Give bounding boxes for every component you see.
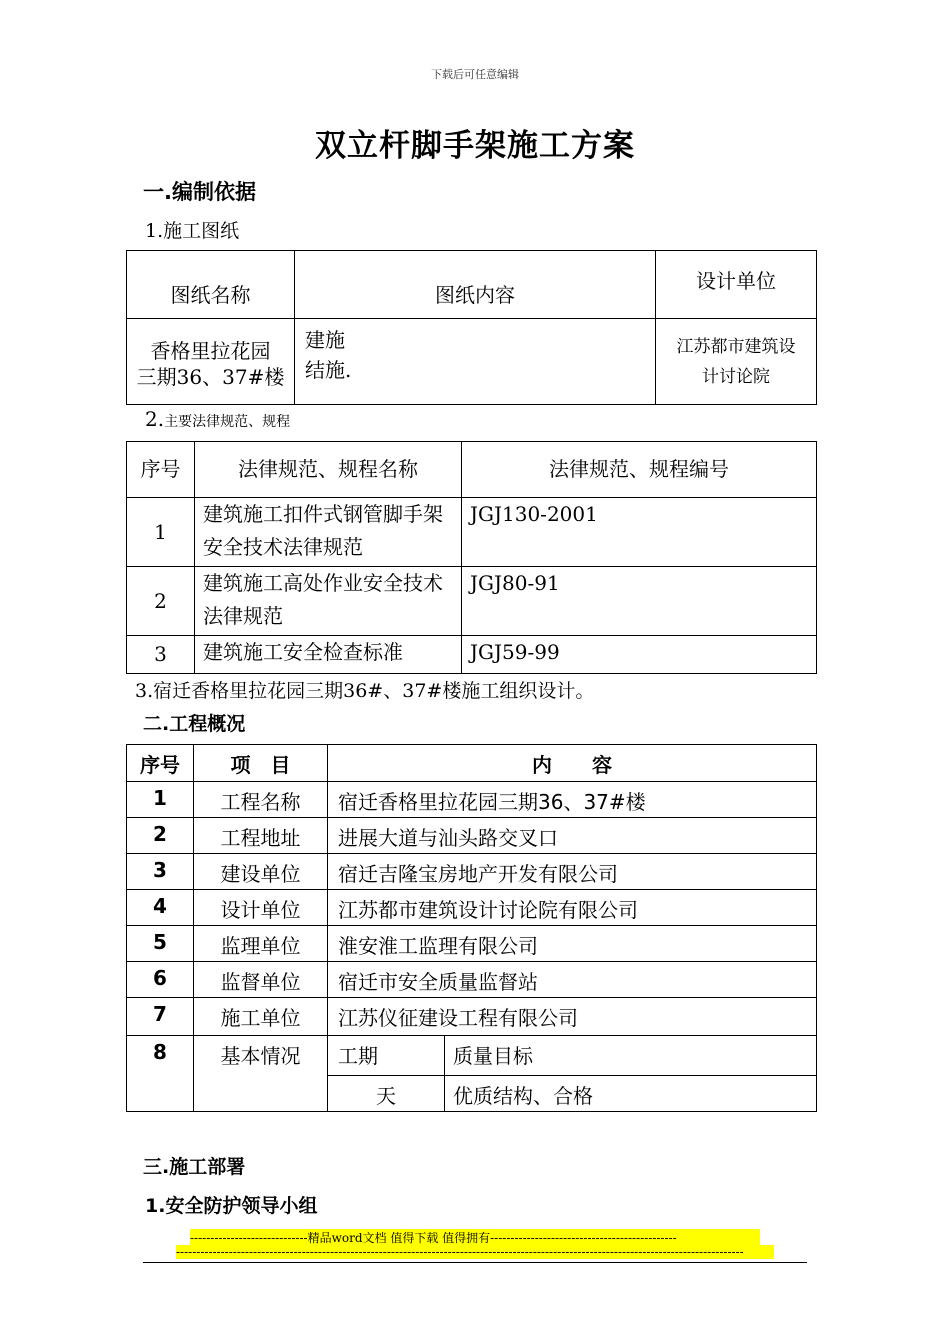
overview-cell-content: 淮安淮工监理有限公司	[328, 926, 817, 962]
drawings-header-content: 图纸内容	[295, 251, 656, 319]
overview-cell-content: 江苏仪征建设工程有限公司	[328, 998, 817, 1036]
table-row	[127, 567, 817, 636]
codes-cell-code: JGJ80-91	[462, 567, 817, 636]
footer-banner-line2: --------------------------------------------------------------------------------------------------------------------------------------------	[176, 1245, 774, 1259]
overview-cell-no: 7	[127, 998, 194, 1036]
section1-sub2-text: 主要法律规范、规程	[164, 414, 291, 430]
table-row	[127, 818, 817, 854]
codes-cell-no: 3	[127, 636, 195, 674]
section1-sub2	[145, 407, 290, 431]
codes-cell-code: JGJ130-2001	[462, 498, 817, 567]
overview-cell-content: 进展大道与汕头路交叉口	[328, 818, 817, 854]
overview-cell-no: 2	[127, 818, 194, 854]
table-row	[127, 890, 817, 926]
drawings-unit-line2: 计讨论院	[702, 366, 770, 387]
table-row	[127, 1036, 817, 1076]
overview-cell-item: 监理单位	[194, 926, 328, 962]
overview-cell-item: 建设单位	[194, 854, 328, 890]
table-row	[127, 498, 817, 567]
overview-cell-no: 3	[127, 854, 194, 890]
section3-sub1: 1.安全防护领导小组	[145, 1195, 318, 1217]
section1-sub1: 1.施工图纸	[145, 220, 240, 242]
codes-cell-no: 2	[127, 567, 195, 636]
footer-rule	[143, 1262, 807, 1263]
drawings-header-name: 图纸名称	[127, 251, 295, 319]
overview-cell-no: 6	[127, 962, 194, 998]
overview-cell-item: 基本情况	[194, 1036, 328, 1112]
drawings-cell-content	[295, 319, 656, 405]
drawings-header-unit: 设计单位	[656, 251, 817, 319]
section1-sub3: 3.宿迁香格里拉花园三期36#、37#楼施工组织设计。	[135, 680, 595, 702]
codes-header-code: 法律规范、规程编号	[462, 442, 817, 498]
overview-cell-no: 5	[127, 926, 194, 962]
overview-cell-content: 宿迁市安全质量监督站	[328, 962, 817, 998]
drawings-table	[126, 250, 817, 405]
overview-cell-content: 宿迁香格里拉花园三期36、37#楼	[328, 782, 817, 818]
overview-header-item: 项 目	[194, 745, 328, 782]
section3-heading: 三.施工部署	[143, 1156, 246, 1178]
codes-cell-name: 建筑施工高处作业安全技术法律规范	[195, 567, 462, 636]
overview-header-content: 内 容	[328, 745, 817, 782]
codes-header-name: 法律规范、规程名称	[195, 442, 462, 498]
overview-sub-value-quality: 优质结构、合格	[445, 1076, 817, 1112]
codes-table	[126, 441, 817, 674]
overview-sub-header-quality: 质量目标	[445, 1036, 817, 1076]
header-note: 下载后可任意编辑	[431, 68, 519, 81]
codes-cell-name: 建筑施工安全检查标准	[195, 636, 462, 674]
overview-cell-no: 1	[127, 782, 194, 818]
drawings-name-line2: 三期36、37#楼	[136, 364, 285, 389]
drawings-name-line1: 香格里拉花园	[150, 338, 271, 363]
table-row	[127, 636, 817, 674]
overview-cell-no: 8	[127, 1036, 194, 1112]
overview-cell-item: 施工单位	[194, 998, 328, 1036]
overview-cell-item: 监督单位	[194, 962, 328, 998]
drawings-cell-unit	[656, 319, 817, 405]
drawings-unit-line1: 江苏都市建筑设	[676, 336, 796, 357]
overview-table	[126, 744, 817, 1112]
table-row	[127, 926, 817, 962]
codes-header-no: 序号	[127, 442, 195, 498]
footer-banner-line1: -----------------------------精品word文档 值得下载 值得拥有----------------------------------------------	[190, 1229, 760, 1246]
overview-cell-content: 江苏都市建筑设计讨论院有限公司	[328, 890, 817, 926]
overview-cell-item: 设计单位	[194, 890, 328, 926]
overview-cell-content: 宿迁吉隆宝房地产开发有限公司	[328, 854, 817, 890]
section2-heading: 二.工程概况	[143, 713, 246, 735]
drawings-content-line1: 建施	[305, 328, 345, 352]
drawings-cell-name	[127, 319, 295, 405]
table-row	[127, 782, 817, 818]
drawings-content-line2: 结施.	[305, 358, 352, 382]
codes-cell-no: 1	[127, 498, 195, 567]
overview-header-no: 序号	[127, 745, 194, 782]
section1-sub2-num: 2.	[145, 407, 165, 431]
table-row	[127, 998, 817, 1036]
codes-cell-code: JGJ59-99	[462, 636, 817, 674]
overview-cell-item: 工程名称	[194, 782, 328, 818]
overview-cell-no: 4	[127, 890, 194, 926]
table-row	[127, 854, 817, 890]
overview-cell-item: 工程地址	[194, 818, 328, 854]
table-row	[127, 962, 817, 998]
section1-heading: 一.编制依据	[143, 180, 256, 204]
document-title: 双立杆脚手架施工方案	[315, 128, 635, 164]
overview-sub-header-period: 工期	[328, 1036, 445, 1076]
overview-sub-value-period: 天	[328, 1076, 445, 1112]
codes-cell-name: 建筑施工扣件式钢管脚手架安全技术法律规范	[195, 498, 462, 567]
